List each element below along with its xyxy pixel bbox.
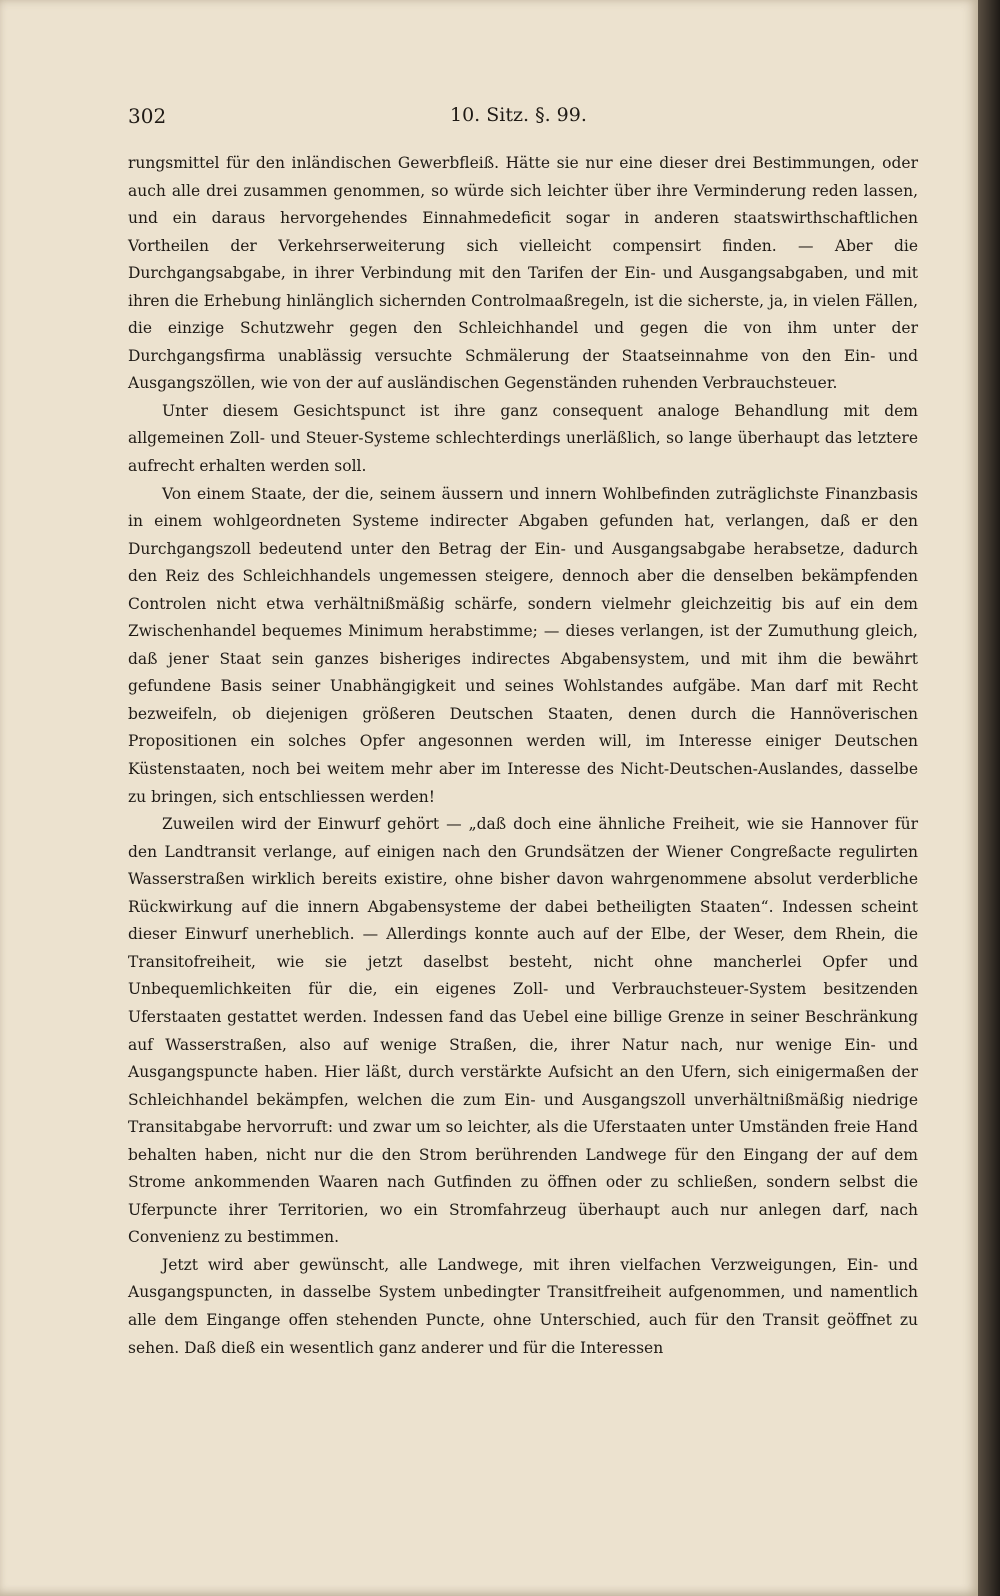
book-spine-shadow (978, 0, 1000, 1596)
body-text (128, 150, 918, 1362)
paragraph-5: Jetzt wird aber gewünscht, alle Landwege, mit ihren vielfachen Verzweigungen, Ein- und Ausgangspuncten, in dasselbe System unbedingter Transitfreiheit aufgenommen, und namentlich alle dem Eingange offen stehenden Puncte, ohne Unterschied, auch für den Transit geöffnet zu sehen. Daß dieß ein wesentlich ganz anderer und für die Interessen (128, 1255, 918, 1357)
paragraph-1: rungsmittel für den inländischen Gewerbfleiß. Hätte sie nur eine dieser drei Bestimmungen, oder auch alle drei zusammen genommen, so würde sich leichter über ihre Verminderung reden lassen, und ein daraus hervorgehendes Einnahmedeficit sogar in anderen staatswirthschaftlichen Vortheilen der Verkehrserweiterung sich vielleicht compensirt finden. — Aber die Durchgangsabgabe, in ihrer Verbindung mit den Tarifen der Ein- und Ausgangsabgaben, und mit ihren die Erhebung hinlänglich sichernden Controlmaaßregeln, ist die sicherste, ja, in vielen Fällen, die einzige Schutzwehr gegen den Schleichhandel und gegen die von ihm unter der Durchgangsfirma unablässig versuchte Schmälerung der Staatseinnahme von den Ein- und Ausgangszöllen, wie von der auf ausländischen Gegenständen ruhenden Verbrauchsteuer. (128, 154, 918, 393)
paragraph-3: Von einem Staate, der die, seinem äussern und innern Wohlbefinden zuträglichste Finanzbasis in einem wohlgeordneten Systeme indirecter Abgaben gefunden hat, verlangen, daß er den Durchgangszoll bedeutend unter den Betrag der Ein- und Ausgangsabgabe herabsetze, dadurch den Reiz des Schleichhandels ungemessen steigere, dennoch aber die denselben bekämpfenden Controlen nicht etwa verhältnißmäßig schärfe, sondern vielmehr gleichzeitig bis auf ein dem Zwischenhandel bequemes Minimum herabstimme; — dieses verlangen, ist der Zumuthung gleich, daß jener Staat sein ganzes bisheriges indirectes Abgabensystem, und mit ihm die bewährt gefundene Basis seiner Unabhängigkeit und seines Wohlstandes aufgäbe. Man darf mit Recht bezweifeln, ob diejenigen größeren Deutschen Staaten, denen durch die Hannöverischen Propositionen ein solches Opfer angesonnen werden will, im Interesse einiger Deutschen Küstenstaaten, noch bei weitem mehr aber im Interesse des Nicht-Deutschen-Auslandes, dasselbe zu bringen, sich entschliessen werden! (128, 484, 918, 806)
paragraph-4: Zuweilen wird der Einwurf gehört — „daß doch eine ähnliche Freiheit, wie sie Hannover für den Landtransit verlange, auf einigen nach den Grundsätzen der Wiener Congreßacte regulirten Wasserstraßen wirklich bereits existire, ohne bisher davon wahrgenommene absolut verderbliche Rückwirkung auf die innern Abgabensysteme der dabei betheiligten Staaten“. Indessen scheint dieser Einwurf unerheblich. — Allerdings konnte auch auf der Elbe, der Weser, dem Rhein, die Transitofreiheit, wie sie jetzt daselbst besteht, nicht ohne mancherlei Opfer und Unbequemlichkeiten für die, ein eigenes Zoll- und Verbrauchsteuer-System besitzenden Uferstaaten gestattet werden. Indessen fand das Uebel eine billige Grenze in seiner Beschränkung auf Wasserstraßen, also auf wenige Straßen, die, ihrer Natur nach, nur wenige Ein- und Ausgangspuncte haben. Hier läßt, durch verstärkte Aufsicht an den Ufern, sich einigermaßen der Schleichhandel bekämpfen, welchen die zum Ein- und Ausgangszoll unverhältnißmäßig niedrige Transitabgabe hervorruft: und zwar um so leichter, als die Uferstaaten unter Umständen freie Hand behalten haben, nicht nur die den Strom berührenden Landwege für den Eingang der auf dem Strome ankommenden Waaren nach Gutfinden zu öffnen oder zu schließen, sondern selbst die Uferpuncte ihrer Territorien, wo ein Stromfahrzeug überhaupt auch nur anlegen darf, nach Convenienz zu bestimmen. (128, 815, 918, 1247)
paragraph-2: Unter diesem Gesichtspunct ist ihre ganz consequent analoge Behandlung mit dem allgemeinen Zoll- und Steuer-Systeme schlechterdings unerläßlich, so lange überhaupt das letztere aufrecht erhalten werden soll. (128, 401, 918, 476)
page-header (128, 104, 918, 136)
running-head: 10. Sitz. §. 99. (450, 104, 587, 126)
page-number: 302 (128, 104, 167, 128)
